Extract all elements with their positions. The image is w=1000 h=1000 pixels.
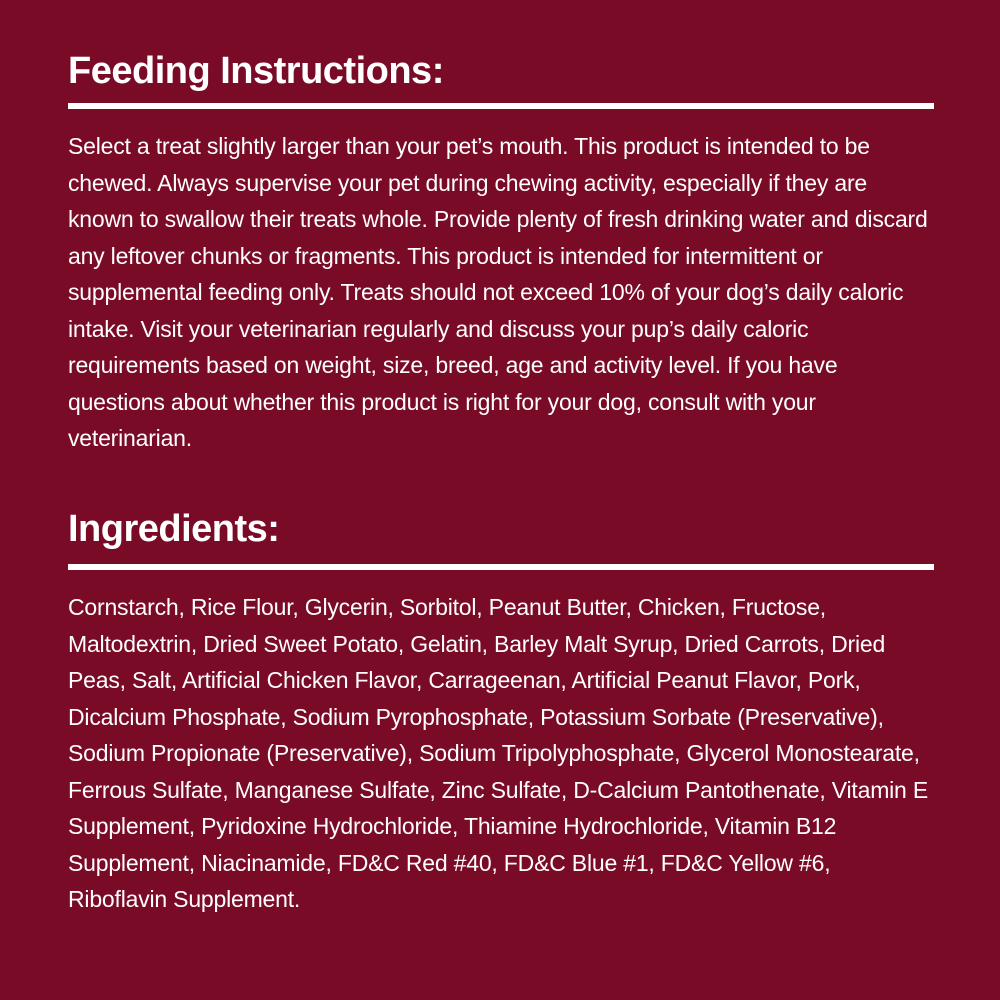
ingredients-section [68, 506, 934, 912]
feeding-instructions-heading: Feeding Instructions: [68, 50, 444, 92]
feeding-instructions-text: Select a treat slightly larger than your pet’s mouth. This product is intended to be chewed. Always supervise your pet during chewing activity, especially if they are known to swallow their treats whole. Provide plenty of fresh drinking water and discard any leftover chunks or fragments. This product is intended for intermittent or supplemental feeding only. Treats should not exceed 10% of your dog’s daily caloric intake. Visit your veterinarian regularly and discuss your pup’s daily caloric requirements based on weight, size, breed, age and activity level. If you have questions about whether this product is right for your dog, consult with your veterinarian. [68, 133, 928, 451]
feeding-divider [68, 103, 934, 109]
ingredients-divider [68, 564, 934, 570]
ingredients-heading: Ingredients: [68, 508, 280, 550]
ingredients-text: Cornstarch, Rice Flour, Glycerin, Sorbitol, Peanut Butter, Chicken, Fructose, Maltodextrin, Dried Sweet Potato, Gelatin, Barley Malt Syrup, Dried Carrots, Dried Peas, Salt, Artificial Chicken Flavor, Carrageenan, Artificial Peanut Flavor, Pork, Dicalcium Phosphate, Sodium Pyrophosphate, Potassium Sorbate (Preservative), Sodium Propionate (Preservative), Sodium Tripolyphosphate, Glycerol Monostearate, Ferrous Sulfate, Manganese Sulfate, Zinc Sulfate, D-Calcium Pantothenate, Vitamin E Supplement, Pyridoxine Hydrochloride, Thiamine Hydrochloride, Vitamin B12 Supplement, Niacinamide, FD&C Red #40, FD&C Blue #1, FD&C Yellow #6, Riboflavin Supplement. [68, 594, 928, 912]
feeding-instructions-section [68, 48, 934, 451]
